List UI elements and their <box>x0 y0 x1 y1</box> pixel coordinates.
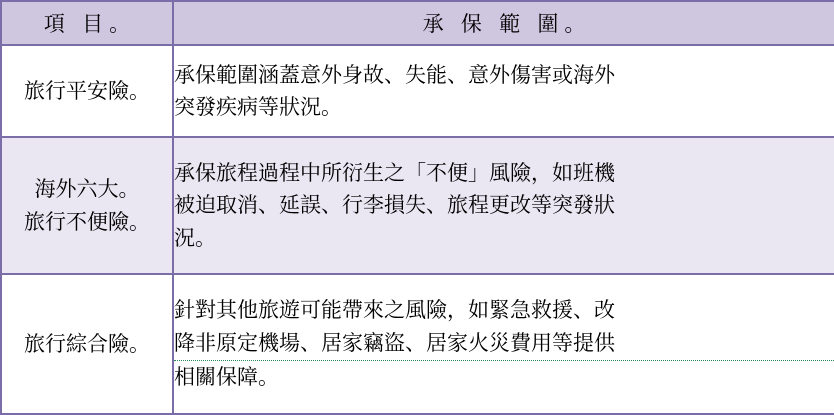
coverage-line: 承保旅程過程中所衍生之「不便」風險，如班機 <box>174 160 615 185</box>
row-coverage-scope <box>173 45 834 137</box>
row-item-name <box>1 137 173 274</box>
column-header-scope-label: 承 保 範 圍。 <box>422 12 592 36</box>
row-coverage-scope <box>173 137 834 274</box>
row-item-line: 海外六大。 <box>34 177 140 202</box>
column-header-item-label: 項 目。 <box>43 12 137 36</box>
coverage-line: 被迫取消、延誤、行李損失、旅程更改等突發狀 <box>174 193 615 218</box>
row-item-line: 旅行綜合險。 <box>24 331 150 356</box>
coverage-line: 承保範圍涵蓋意外身故、失能、意外傷害或海外 <box>174 62 615 87</box>
coverage-line: 相關保障。 <box>174 365 279 390</box>
row-item-name <box>1 45 173 137</box>
table-header-row <box>1 1 834 45</box>
column-header-scope <box>173 1 834 45</box>
coverage-line: 況。 <box>174 226 216 251</box>
column-header-item <box>1 1 173 45</box>
coverage-line: 針對其他旅遊可能帶來之風險，如緊急救援、改 <box>174 298 615 323</box>
row-item-line: 旅行平安險。 <box>24 78 150 103</box>
coverage-line: 降非原定機場、居家竊盜、居家火災費用等提供 <box>174 327 834 362</box>
table-row <box>1 45 834 137</box>
row-item-name <box>1 274 173 414</box>
table-row <box>1 274 834 414</box>
row-item-line: 旅行不便險。 <box>24 209 150 234</box>
coverage-line: 突發疾病等狀況。 <box>174 95 342 120</box>
table-row <box>1 137 834 274</box>
row-coverage-scope <box>173 274 834 414</box>
